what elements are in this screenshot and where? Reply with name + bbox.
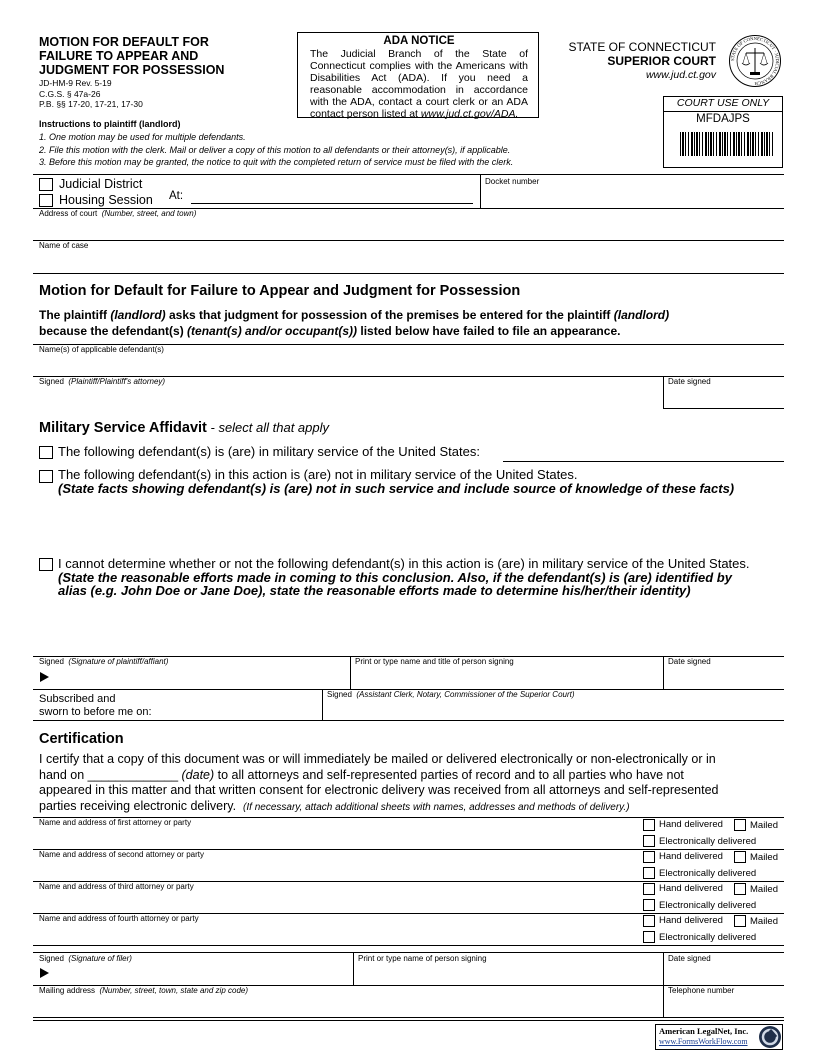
instruction-2: 2. File this motion with the clerk. Mail or deliver a copy of this motion to all defendants or their attorney(s), if applicable. — [39, 144, 511, 155]
defendants-label: Name(s) of applicable defendant(s) — [39, 345, 164, 354]
cannot-determine-note-1: (State the reasonable efforts made in coming to this conclusion. Also, if the defendant(s) is (are) identified by — [58, 570, 732, 585]
cannot-determine-note-2: alias (e.g. John Doe or Jane Doe), state the reasonable efforts made to determine his/her/their identity) — [58, 583, 691, 598]
party-1-hand-label: Hand delivered — [659, 819, 723, 830]
case-name-label: Name of case — [39, 241, 89, 250]
court-use-label: COURT USE ONLY — [676, 97, 770, 109]
party-4-hand-label: Hand delivered — [659, 915, 723, 926]
sign-here-arrow-icon — [40, 672, 49, 682]
cert-line-2: hand on _____________ (date) to all attorneys and self-represented parties of record and to all parties who have not — [39, 767, 684, 782]
party-1-hand-checkbox[interactable] — [643, 819, 655, 831]
form-title-line1: MOTION FOR DEFAULT FOR — [39, 35, 209, 49]
seal-text: STATE OF CONNECTICUT · JUDICIAL BRANCH — [729, 35, 781, 87]
party-1-electronic-checkbox[interactable] — [643, 835, 655, 847]
court-block — [560, 40, 716, 82]
cert-line-1: I certify that a copy of this document was or will immediately be mailed or delivered electronically or non-electronically or in — [39, 752, 716, 766]
court-address-label: Address of court (Number, street, and town) — [39, 209, 197, 218]
state-name: STATE OF CONNECTICUT — [568, 40, 716, 54]
form-citations — [39, 78, 143, 110]
docket-number-label: Docket number — [485, 177, 540, 186]
ada-notice-body: The Judicial Branch of the State of Connecticut complies with the Americans with Disabilities Act (ADA). If you need a reasonable accommodation in accordance with the ADA, contact a court clerk or an ADA contact person listed at www.jud.ct.gov/ADA. — [310, 48, 528, 120]
cert-line-4: parties receiving electronic delivery. (If necessary, attach additional sheets with names, addresses and methods of delivery.) — [39, 798, 630, 813]
party-4-mailed-checkbox[interactable] — [734, 915, 746, 927]
certification-paragraph — [39, 752, 719, 815]
judicial-district-label: Judicial District — [59, 177, 143, 191]
affiant-print-name-label: Print or type name and title of person signing — [355, 657, 514, 666]
party-3-mailed-label: Mailed — [750, 884, 778, 895]
certification-title: Certification — [39, 731, 124, 747]
party-2-mailed-checkbox[interactable] — [734, 851, 746, 863]
housing-session-checkbox[interactable] — [39, 194, 53, 207]
form-title — [39, 35, 224, 77]
party-3-hand-checkbox[interactable] — [643, 883, 655, 895]
filer-signed-label: Signed (Signature of filer) — [39, 954, 132, 963]
footer-url[interactable]: www.FormsWorkFlow.com — [659, 1037, 748, 1046]
party-3-electronic-checkbox[interactable] — [643, 899, 655, 911]
cgs-citation: C.G.S. § 47a-26 — [39, 88, 101, 99]
in-military-field[interactable] — [503, 461, 784, 462]
instructions-list — [39, 131, 513, 169]
party-2-mailed-label: Mailed — [750, 852, 778, 863]
state-seal-icon — [728, 34, 782, 88]
filer-date-signed-label: Date signed — [668, 954, 711, 963]
at-label: At: — [169, 190, 184, 202]
party-2-electronic-checkbox[interactable] — [643, 867, 655, 879]
housing-session-label: Housing Session — [59, 193, 153, 207]
motion-line-1: The plaintiff (landlord) asks that judgment for possession of the premises be entered for the plaintiff (landlord) — [39, 308, 670, 322]
cert-line-3: appeared in this matter and that written consent for electronic delivery was received from all attorneys and self-represented — [39, 783, 719, 797]
court-location-field[interactable] — [191, 203, 473, 204]
party-4-electronic-label: Electronically delivered — [659, 932, 757, 943]
instruction-3: 3. Before this motion may be granted, the notice to quit with the completed return of service must be filed with the clerk. — [39, 157, 514, 167]
party-1-mailed-label: Mailed — [750, 820, 778, 831]
party-4-electronic-checkbox[interactable] — [643, 931, 655, 943]
notary-signed-label: Signed (Assistant Clerk, Notary, Commissioner of the Superior Court) — [327, 690, 575, 699]
court-url[interactable]: www.jud.ct.gov — [645, 69, 716, 81]
ada-notice-box — [297, 32, 539, 118]
not-in-military-label: The following defendant(s) in this action is (are) not in military service of the United States. — [58, 467, 578, 482]
form-code: MFDAJPS — [696, 113, 750, 125]
party-2-label: Name and address of second attorney or party — [39, 850, 204, 859]
ada-link[interactable]: www.jud.ct.gov/ADA. — [420, 108, 519, 120]
form-number: JD-HM-9 Rev. 5-19 — [39, 78, 112, 88]
in-military-label: The following defendant(s) is (are) in military service of the United States: — [58, 444, 480, 459]
motion-paragraph — [39, 307, 669, 339]
military-title: Military Service Affidavit - select all that apply — [39, 420, 330, 436]
party-3-hand-label: Hand delivered — [659, 883, 723, 894]
motion-date-signed-label: Date signed — [668, 377, 711, 386]
not-in-military-checkbox[interactable] — [39, 470, 53, 483]
instruction-1: 1. One motion may be used for multiple defendants. — [39, 132, 246, 142]
party-3-mailed-checkbox[interactable] — [734, 883, 746, 895]
ada-notice-title: ADA NOTICE — [383, 35, 455, 47]
party-2-hand-checkbox[interactable] — [643, 851, 655, 863]
affiant-date-signed-label: Date signed — [668, 657, 711, 666]
cannot-determine-checkbox[interactable] — [39, 558, 53, 571]
footer-logo-icon — [758, 1025, 782, 1049]
party-3-label: Name and address of third attorney or party — [39, 882, 194, 891]
affiant-signed-label: Signed (Signature of plaintiff/affiant) — [39, 657, 169, 666]
form-title-line2: FAILURE TO APPEAR AND — [39, 49, 199, 63]
party-1-mailed-checkbox[interactable] — [734, 819, 746, 831]
telephone-label: Telephone number — [668, 986, 735, 995]
judicial-district-checkbox[interactable] — [39, 178, 53, 191]
party-2-hand-label: Hand delivered — [659, 851, 723, 862]
filer-print-name-label: Print or type name of person signing — [358, 954, 487, 963]
court-name: SUPERIOR COURT — [607, 54, 716, 68]
instructions-title: Instructions to plaintiff (landlord) — [39, 119, 181, 129]
filer-sign-here-arrow-icon — [40, 968, 49, 978]
party-1-electronic-label: Electronically delivered — [659, 836, 757, 847]
form-title-line3: JUDGMENT FOR POSSESSION — [39, 63, 225, 77]
pb-citation: P.B. §§ 17-20, 17-21, 17-30 — [39, 99, 143, 109]
barcode-icon — [680, 132, 774, 156]
motion-signed-label: Signed (Plaintiff/Plaintiff's attorney) — [39, 377, 166, 386]
party-4-hand-checkbox[interactable] — [643, 915, 655, 927]
cannot-determine-label: I cannot determine whether or not the following defendant(s) in this action is (are) in military service of the United States. — [58, 556, 750, 571]
party-4-mailed-label: Mailed — [750, 916, 778, 927]
motion-line-2: because the defendant(s) (tenant(s) and/or occupant(s)) listed below have failed to file an appearance. — [39, 324, 621, 338]
in-military-checkbox[interactable] — [39, 446, 53, 459]
motion-title: Motion for Default for Failure to Appear and Judgment for Possession — [39, 283, 521, 299]
not-in-military-note: (State facts showing defendant(s) is (are) not in such service and include source of knowledge of these facts) — [58, 481, 735, 496]
subscribed-label: Subscribed and sworn to before me on: — [39, 693, 152, 718]
party-3-electronic-label: Electronically delivered — [659, 900, 757, 911]
mailing-address-label: Mailing address (Number, street, town, state and zip code) — [39, 986, 248, 995]
party-1-label: Name and address of first attorney or party — [39, 818, 192, 827]
party-4-label: Name and address of fourth attorney or party — [39, 914, 199, 923]
party-2-electronic-label: Electronically delivered — [659, 868, 757, 879]
cert-date-field[interactable]: _____________ — [87, 767, 179, 782]
footer-brand: American LegalNet, Inc. — [659, 1026, 749, 1036]
